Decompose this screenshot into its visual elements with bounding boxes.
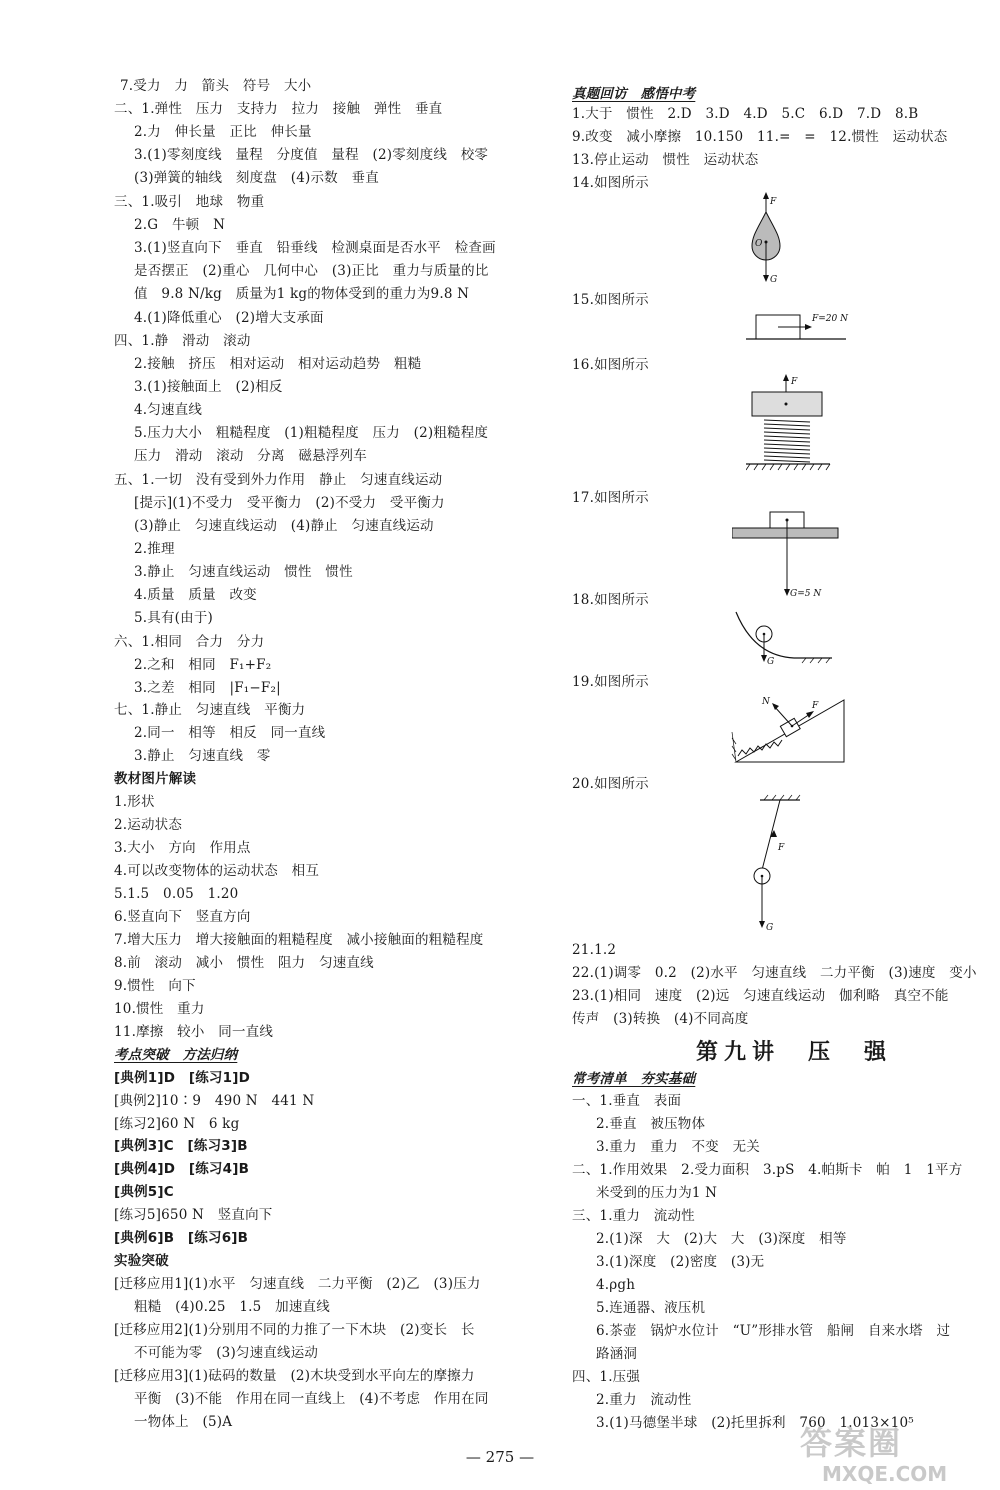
left-answer-line: 考点突破 方法归纳: [114, 1047, 238, 1063]
left-answer-line: 二、1.弹性 压力 支持力 拉力 接触 弹性 垂直: [114, 101, 443, 117]
right-answer-line: 2.(1)深 大 (2)大 大 (3)深度 相等: [596, 1231, 847, 1247]
left-answer-line: 三、1.吸引 地球 物重: [114, 194, 265, 210]
left-answer-line: 5.1.5 0.05 1.20: [114, 886, 239, 902]
left-answer-line: 8.前 滚动 减小 惯性 阻力 匀速直线: [114, 955, 374, 971]
left-answer-line: [迁移应用1](1)水平 匀速直线 二力平衡 (2)乙 (3)压力: [114, 1276, 481, 1292]
right-answer-line: 3.(1)马德堡半球 (2)托里拆利 760 1.013×10⁵: [596, 1415, 914, 1431]
right-answer-line: 19.如图所示: [572, 674, 649, 690]
fig14-f-label: F: [770, 197, 777, 207]
right-answer-line: 3.(1)深度 (2)密度 (3)无: [596, 1254, 765, 1270]
fig14-o-label: O: [755, 239, 763, 249]
left-answer-line: [典例3]C [练习3]B: [114, 1138, 248, 1154]
right-answer-line: 三、1.重力 流动性: [572, 1208, 695, 1224]
figure-17: [732, 508, 842, 614]
left-answer-line: 2.推理: [134, 541, 175, 557]
left-answer-line: [典例4]D [练习4]B: [114, 1161, 250, 1177]
fig19-n-label: N: [762, 697, 770, 707]
left-answer-line: 2.力 伸长量 正比 伸长量: [134, 124, 312, 140]
left-answer-line: 3.(1)竖直向下 垂直 铅垂线 检测桌面是否水平 检查画: [134, 240, 496, 256]
right-answer-line: 5.连通器、液压机: [596, 1300, 706, 1316]
left-answer-line: [练习5]650 N 竖直向下: [114, 1207, 273, 1223]
left-answer-line: 9.惯性 向下: [114, 978, 196, 994]
fig20-f-label: F: [778, 843, 785, 853]
fig19-f-label: F: [812, 701, 819, 711]
right-answer-line: 23.(1)相同 速度 (2)远 匀速直线运动 伽利略 真空不能: [572, 988, 949, 1004]
left-answer-line: [典例6]B [练习6]B: [114, 1230, 249, 1246]
right-answer-line: 20.如图所示: [572, 776, 649, 792]
left-answer-line: 六、1.相同 合力 分力: [114, 634, 265, 650]
left-answer-line: 10.惯性 重力: [114, 1001, 205, 1017]
left-answer-line: 值 9.8 N/kg 质量为1 kg的物体受到的重力为9.8 N: [134, 286, 470, 302]
figure-20: [740, 794, 810, 944]
figure-14: [738, 190, 798, 290]
left-answer-line: 不可能为零 (3)匀速直线运动: [134, 1345, 319, 1361]
right-answer-line: 3.重力 重力 不变 无关: [596, 1139, 760, 1155]
left-answer-line: 实验突破: [114, 1253, 169, 1269]
right-answer-line: 米受到的压力为1 N: [596, 1185, 718, 1201]
left-answer-line: [练习2]60 N 6 kg: [114, 1116, 240, 1132]
left-answer-line: 3.之差 相同 |F₁−F₂|: [134, 680, 281, 696]
left-answer-line: 3.(1)零刻度线 量程 分度值 量程 (2)零刻度线 校零: [134, 147, 489, 163]
figure-18: [734, 608, 844, 672]
left-answer-line: 压力 滑动 滚动 分离 磁悬浮列车: [134, 448, 367, 464]
left-answer-line: [迁移应用2](1)分别用不同的力推了一下木块 (2)变长 长: [114, 1322, 475, 1338]
left-answer-line: 7.增大压力 增大接触面的粗糙程度 减小接触面的粗糙程度: [114, 932, 484, 948]
left-answer-line: 平衡 (3)不能 作用在同一直线上 (4)不考虑 作用在同: [134, 1391, 489, 1407]
left-answer-line: [提示](1)不受力 受平衡力 (2)不受力 受平衡力: [134, 495, 445, 511]
left-answer-line: [迁移应用3](1)砝码的数量 (2)木块受到水平向左的摩擦力: [114, 1368, 475, 1384]
right-answer-line: 17.如图所示: [572, 490, 649, 506]
right-answer-line: 路涵洞: [596, 1346, 638, 1362]
right-answer-line: 15.如图所示: [572, 292, 649, 308]
left-answer-line: [典例2]10∶9 490 N 441 N: [114, 1093, 315, 1109]
left-answer-line: 2.之和 相同 F₁+F₂: [134, 657, 272, 673]
fig17-g-label: G=5 N: [790, 589, 822, 599]
left-answer-line: 7.受力 力 箭头 符号 大小: [120, 78, 312, 94]
left-answer-line: 5.压力大小 粗糙程度 (1)粗糙程度 压力 (2)粗糙程度: [134, 425, 489, 441]
left-answer-line: [典例5]C: [114, 1184, 174, 1200]
right-answer-line: 1.大于 惯性 2.D 3.D 4.D 5.C 6.D 7.D 8.B: [572, 106, 919, 122]
fig20-g-label: G: [766, 923, 774, 933]
watermark-logo: 答案圈: [800, 1424, 903, 1462]
right-answer-line: 9.改变 减小摩擦 10.150 11.= = 12.惯性 运动状态: [572, 129, 948, 145]
page-number: — 275 —: [465, 1448, 535, 1466]
right-answer-line: 14.如图所示: [572, 175, 649, 191]
figure-19: [730, 690, 855, 770]
left-answer-line: [典例1]D [练习1]D: [114, 1070, 250, 1086]
left-answer-line: 七、1.静止 匀速直线 平衡力: [114, 702, 306, 718]
left-answer-line: 2.同一 相等 相反 同一直线: [134, 725, 326, 741]
figure-15: [746, 305, 856, 347]
right-answer-line: 13.停止运动 惯性 运动状态: [572, 152, 759, 168]
left-answer-line: 4.(1)降低重心 (2)增大支承面: [134, 310, 324, 326]
right-answer-line: 传声 (3)转换 (4)不同高度: [572, 1011, 749, 1027]
left-answer-line: 1.形状: [114, 794, 155, 810]
left-answer-line: 一物体上 (5)A: [134, 1414, 233, 1430]
fig15-force-label: F=20 N: [812, 314, 848, 324]
right-answer-line: 一、1.垂直 表面: [572, 1093, 682, 1109]
left-answer-line: 4.质量 质量 改变: [134, 587, 257, 603]
left-answer-line: 五、1.一切 没有受到外力作用 静止 匀速直线运动: [114, 472, 443, 488]
right-answer-line: 2.重力 流动性: [596, 1392, 692, 1408]
left-answer-line: 3.静止 匀速直线运动 惯性 惯性: [134, 564, 353, 580]
left-answer-line: 四、1.静 滑动 滚动: [114, 333, 251, 349]
right-answer-line: 6.茶壶 锅炉水位计 “U”形排水管 船闸 自来水塔 过: [596, 1323, 951, 1339]
left-answer-line: 教材图片解读: [114, 771, 197, 787]
right-answer-line: 2.垂直 被压物体: [596, 1116, 706, 1132]
right-answer-line: 真题回访 感悟中考: [572, 86, 696, 102]
left-answer-line: 6.竖直向下 竖直方向: [114, 909, 251, 925]
left-answer-line: 11.摩擦 较小 同一直线: [114, 1024, 274, 1040]
right-answer-line: 16.如图所示: [572, 357, 649, 373]
right-answer-line: 21.1.2: [572, 942, 617, 958]
left-answer-line: 2.运动状态: [114, 817, 183, 833]
fig18-g-label: G: [767, 657, 775, 667]
right-answer-line: 22.(1)调零 0.2 (2)水平 匀速直线 二力平衡 (3)速度 变小: [572, 965, 977, 981]
left-answer-line: (3)静止 匀速直线运动 (4)静止 匀速直线运动: [134, 518, 434, 534]
right-answer-line: 二、1.作用效果 2.受力面积 3.pS 4.帕斯卡 帕 1 1平方: [572, 1162, 963, 1178]
right-answer-line: 18.如图所示: [572, 592, 649, 608]
left-answer-line: (3)弹簧的轴线 刻度盘 (4)示数 垂直: [134, 170, 379, 186]
left-answer-line: 2.G 牛顿 N: [134, 217, 226, 233]
fig14-g-label: G: [770, 275, 778, 285]
right-answer-line: 四、1.压强: [572, 1369, 641, 1385]
left-answer-line: 3.(1)接触面上 (2)相反: [134, 379, 283, 395]
fig16-f-label: F: [791, 377, 798, 387]
left-answer-line: 5.具有(由于): [134, 610, 214, 626]
left-answer-line: 3.静止 匀速直线 零: [134, 748, 271, 764]
left-answer-line: 2.接触 挤压 相对运动 相对运动趋势 粗糙: [134, 356, 422, 372]
figure-16: [746, 372, 836, 484]
left-answer-line: 粗糙 (4)0.25 1.5 加速直线: [134, 1299, 330, 1315]
left-answer-line: 4.可以改变物体的运动状态 相互: [114, 863, 320, 879]
left-answer-line: 4.匀速直线: [134, 402, 203, 418]
right-answer-line: 4.ρgh: [596, 1277, 636, 1293]
left-answer-line: 是否摆正 (2)重心 几何中心 (3)正比 重力与质量的比: [134, 263, 489, 279]
right-answer-line: 常考清单 夯实基础: [572, 1071, 696, 1087]
watermark-url: MXQE.COM: [822, 1462, 948, 1486]
lecture-title: 第九讲 压 强: [696, 1040, 893, 1065]
left-answer-line: 3.大小 方向 作用点: [114, 840, 251, 856]
